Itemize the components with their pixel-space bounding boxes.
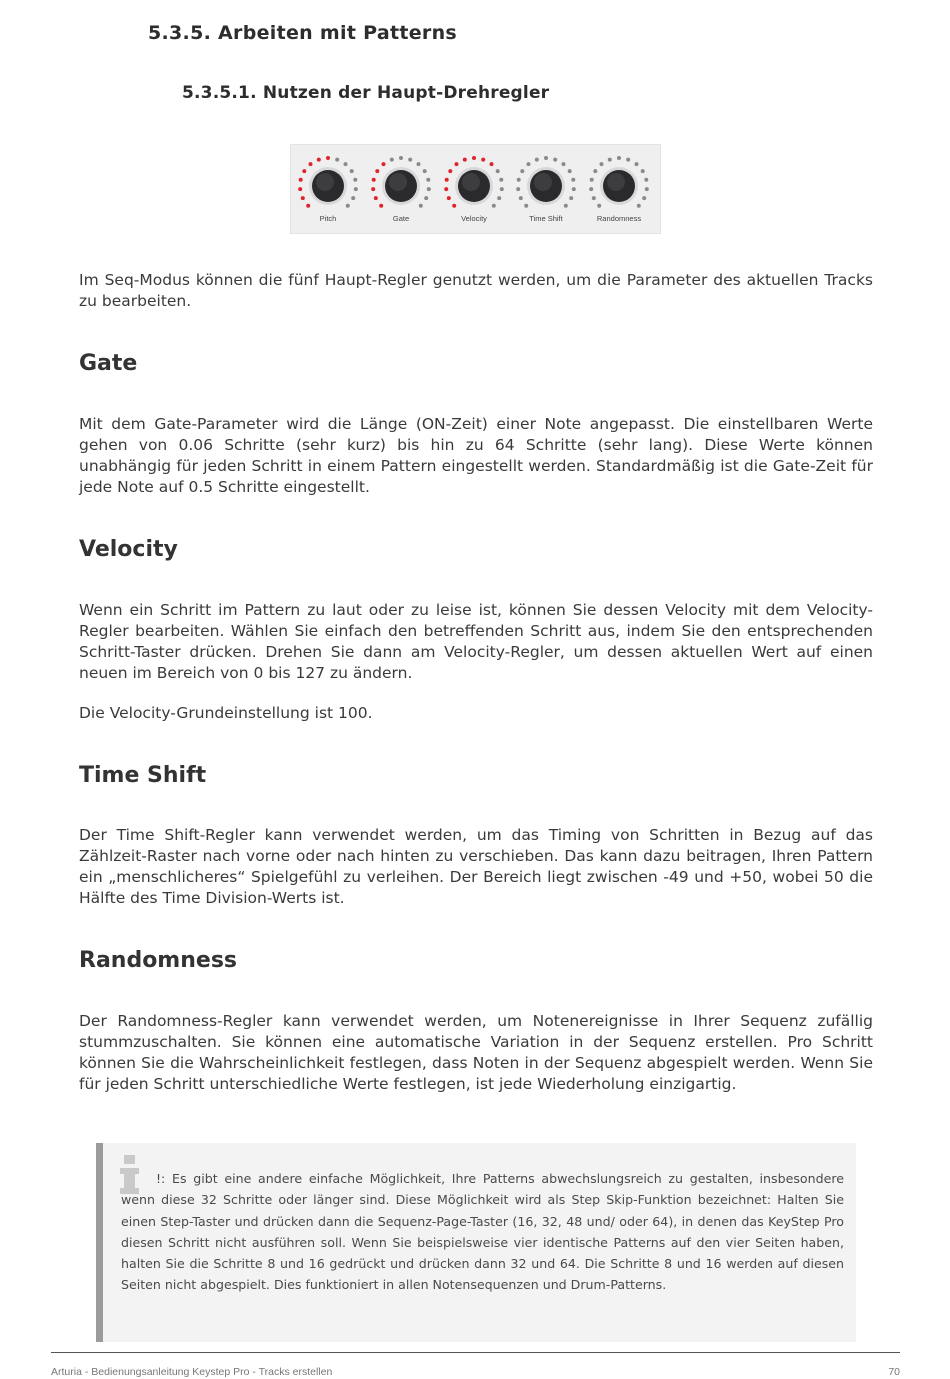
knob-led-dot	[517, 178, 521, 182]
knob-led-dot	[564, 204, 568, 208]
knob-led-dot	[455, 162, 459, 166]
knob-led-dot	[299, 178, 303, 182]
knob-led-dot	[520, 169, 524, 173]
knob-led-dot	[382, 162, 386, 166]
knob-led-dot	[354, 187, 358, 191]
knob-led-dot	[524, 204, 528, 208]
knob-led-dot	[408, 158, 412, 162]
section-heading-535: 5.3.5. Arbeiten mit Patterns	[148, 22, 458, 44]
knob-led-dot	[306, 204, 310, 208]
knob-led-dot	[641, 169, 645, 173]
knob-led-dot	[301, 196, 305, 200]
knob-label: Gate	[392, 214, 410, 223]
knob-led-dot	[637, 204, 641, 208]
knob-led-dot	[568, 169, 572, 173]
knob-led-dot	[617, 156, 621, 160]
page-number: 70	[888, 1366, 900, 1378]
knob-time-shift	[516, 156, 576, 223]
knob-velocity	[444, 156, 504, 223]
knob-led-dot	[490, 162, 494, 166]
tip-text: !: Es gibt eine andere einfache Möglichkeit, Ihre Patterns abwechslungsreich zu gestalten, insbesondere wenn diese 32 Schritte oder länger sind. Diese Möglichkeit wird als Step Skip-Funktion bezeichnet: Halten Sie einen Step-Taster und drücken dann die Sequenz-Page-Taster (16, 32, 48 und/ oder 64), in denen das KeyStep Pro diesen Schritt nicht ausführen soll. Wenn Sie beispielsweise vier identische Patterns auf den vier Seiten haben, halten Sie die Schritte 8 und 16 gedrückt und drücken dann 32 und 64. Die Schritte 8 und 16 werden auf diesen Seiten nicht abgespielt. Dies funktioniert in allen Notensequenzen und Drum-Patterns.	[121, 1171, 844, 1293]
knob-highlight	[534, 173, 552, 191]
knob-led-dot	[448, 169, 452, 173]
knob-led-dot	[553, 158, 557, 162]
intro-paragraph: Im Seq-Modus können die fünf Haupt-Regler genutzt werden, um die Parameter des aktuellen Tracks zu bearbeiten.	[79, 271, 873, 310]
knob-led-dot	[372, 178, 376, 182]
knob-led-dot	[399, 156, 403, 160]
knob-led-dot	[519, 196, 523, 200]
timeshift-heading: Time Shift	[79, 763, 207, 788]
knob-led-dot	[298, 187, 302, 191]
knob-led-dot	[562, 162, 566, 166]
knob-led-dot	[626, 158, 630, 162]
knob-led-dot	[447, 196, 451, 200]
velocity-heading: Velocity	[79, 537, 178, 562]
knob-led-dot	[472, 156, 476, 160]
knob-highlight	[389, 173, 407, 191]
knob-highlight	[462, 173, 480, 191]
knob-led-dot	[335, 158, 339, 162]
knob-led-dot	[600, 162, 604, 166]
knob-led-dot	[589, 187, 593, 191]
knob-led-dot	[463, 158, 467, 162]
knob-led-dot	[444, 187, 448, 191]
subsection-heading-5351: 5.3.5.1. Nutzen der Haupt-Drehregler	[182, 83, 550, 103]
knob-led-dot	[350, 169, 354, 173]
knob-led-dot	[417, 162, 421, 166]
knob-led-dot	[302, 169, 306, 173]
knob-led-dot	[452, 204, 456, 208]
knob-led-dot	[423, 169, 427, 173]
knob-led-dot	[535, 158, 539, 162]
footer-title: Arturia - Bedienungsanleitung Keystep Pro - Tracks erstellen	[51, 1366, 333, 1378]
knob-led-dot	[492, 204, 496, 208]
knob-led-dot	[497, 196, 501, 200]
knob-randomness	[589, 156, 649, 223]
knob-led-dot	[344, 162, 348, 166]
gate-heading: Gate	[79, 351, 138, 376]
randomness-paragraph: Der Randomness-Regler kann verwendet werden, um Notenereignisse in Ihrer Sequenz zufällig stummzuschalten. Sie können eine automatische Variation in der Sequenz erstellen. Pro Schritt können Sie die Wahrscheinlichkeit festlegen, dass Noten in der Sequenz abgespielt werden. Wenn Sie für jeden Schritt unterschiedliche Werte festlegen, ist jede Wiederholung einzigartig.	[79, 1012, 873, 1093]
knob-led-dot	[644, 178, 648, 182]
knob-highlight	[316, 173, 334, 191]
knob-led-dot	[527, 162, 531, 166]
knob-led-dot	[424, 196, 428, 200]
knob-led-dot	[374, 196, 378, 200]
knob-led-dot	[635, 162, 639, 166]
knob-led-dot	[590, 178, 594, 182]
encoder-knobs-illustration	[291, 145, 660, 233]
knob-led-dot	[608, 158, 612, 162]
knob-led-dot	[642, 196, 646, 200]
encoder-knobs-figure	[290, 144, 661, 234]
footer-divider	[51, 1352, 900, 1353]
velocity-paragraph: Wenn ein Schritt im Pattern zu laut oder zu leise ist, können Sie dessen Velocity mit dem Velocity-Regler bearbeiten. Wählen Sie einfach den betreffenden Schritt aus, indem Sie den entsprechenden Schritt-Taster drücken. Drehen Sie dann am Velocity-Regler, um dessen aktuellen Wert auf einen neuen im Bereich von 0 bis 127 zu ändern.	[79, 601, 873, 682]
knob-led-dot	[516, 187, 520, 191]
knob-led-dot	[544, 156, 548, 160]
knob-led-dot	[496, 169, 500, 173]
knob-led-dot	[645, 187, 649, 191]
gate-paragraph: Mit dem Gate-Parameter wird die Länge (ON-Zeit) einer Note angepasst. Die einstellbaren Werte gehen von 0.06 Schritte (sehr kurz) bis hin zu 64 Schritte (sehr lang). Diese Werte können unabhängig für jeden Schritt in einem Pattern eingestellt werden. Standardmäßig ist die Gate-Zeit für jede Note auf 0.5 Schritte eingestellt.	[79, 415, 873, 496]
knob-led-dot	[499, 178, 503, 182]
knob-led-dot	[426, 178, 430, 182]
knob-led-dot	[390, 158, 394, 162]
knob-led-dot	[379, 204, 383, 208]
knob-led-dot	[375, 169, 379, 173]
knob-led-dot	[593, 169, 597, 173]
knob-led-dot	[326, 156, 330, 160]
knob-led-dot	[351, 196, 355, 200]
knob-led-dot	[427, 187, 431, 191]
tip-box	[96, 1143, 856, 1342]
knob-label: Randomness	[596, 214, 642, 223]
knob-led-dot	[569, 196, 573, 200]
knob-pitch	[298, 156, 358, 223]
knob-led-dot	[572, 187, 576, 191]
knob-gate	[371, 156, 431, 223]
knob-led-dot	[346, 204, 350, 208]
randomness-heading: Randomness	[79, 948, 238, 973]
knob-led-dot	[481, 158, 485, 162]
knob-led-dot	[597, 204, 601, 208]
knob-label: Pitch	[319, 214, 337, 223]
knob-led-dot	[317, 158, 321, 162]
knob-led-dot	[592, 196, 596, 200]
knob-label: Velocity	[461, 214, 487, 223]
knob-led-dot	[500, 187, 504, 191]
knob-led-dot	[353, 178, 357, 182]
knob-led-dot	[571, 178, 575, 182]
knob-led-dot	[371, 187, 375, 191]
knob-led-dot	[419, 204, 423, 208]
knob-highlight	[607, 173, 625, 191]
knob-led-dot	[309, 162, 313, 166]
velocity-default-paragraph: Die Velocity-Grundeinstellung ist 100.	[79, 704, 373, 722]
knob-label: Time Shift	[529, 214, 563, 223]
knob-led-dot	[445, 178, 449, 182]
timeshift-paragraph: Der Time Shift-Regler kann verwendet werden, um das Timing von Schritten in Bezug auf das Zählzeit-Raster nach vorne oder nach hinten zu verschieben. Das kann dazu beitragen, Ihren Pattern ein „menschlicheres“ Spielgefühl zu verleihen. Der Bereich liegt zwischen -49 und +50, wobei 50 die Hälfte des Time Division-Werts ist.	[79, 826, 873, 907]
